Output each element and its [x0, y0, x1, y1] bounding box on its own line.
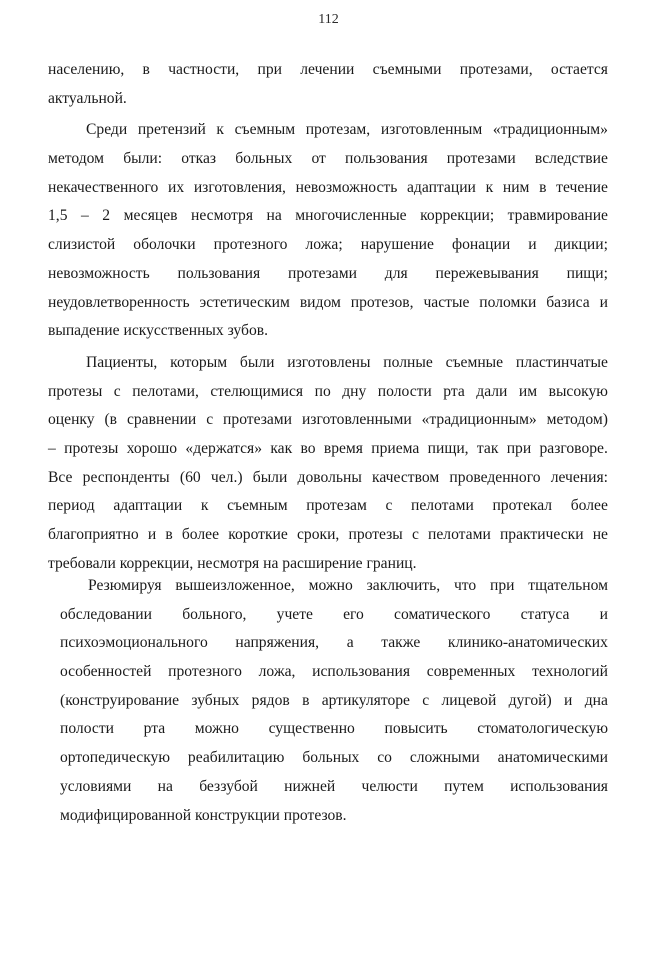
- paragraph-line: благоприятно и в более короткие сроки, протезы с пелотами практически не: [48, 526, 608, 543]
- paragraph-line: обследовании больного, учете его соматического статуса и: [60, 605, 608, 623]
- paragraph-line: – протезы хорошо «держатся» как во время приема пищи, так при разговоре.: [48, 439, 608, 457]
- paragraph-line: модифицированной конструкции протезов.: [60, 806, 347, 824]
- paragraph-line: слизистой оболочки протезного ложа; нарушение фонации и дикции;: [48, 236, 608, 254]
- paragraph-line: требовали коррекции, несмотря на расширение границ.: [48, 554, 417, 572]
- paragraph-line: Резюмируя вышеизложенное, можно заключить, что при тщательном: [88, 577, 608, 594]
- paragraph-line: период адаптации к съемным протезам с пелотами протекал более: [48, 497, 608, 515]
- paragraph-2: [48, 116, 608, 346]
- paragraph-line: населению, в частности, при лечении съемными протезами, остается: [48, 61, 608, 78]
- paragraph-line: невозможность пользования протезами для пережевывания пищи;: [48, 264, 608, 282]
- paragraph-1: [48, 56, 608, 113]
- paragraph-line: оценку (в сравнении с протезами изготовленными «традиционным» методом): [48, 411, 608, 429]
- paragraph-4: [60, 572, 608, 830]
- paragraph-line: Пациенты, которым были изготовлены полные съемные пластинчатые: [86, 353, 608, 371]
- paragraph-line: Все респонденты (60 чел.) были довольны качеством проведенного лечения:: [48, 468, 608, 486]
- text-block-bottom: [60, 572, 608, 830]
- paragraph-line: неудовлетворенность эстетическим видом протезов, частые поломки базиса и: [48, 293, 608, 311]
- paragraph-line: полости рта можно существенно повысить стоматологическую: [60, 720, 608, 738]
- paragraph-line: некачественного их изготовления, невозможность адаптации к ним в течение: [48, 178, 608, 196]
- paragraph-line: методом были: отказ больных от пользования протезами вследствие: [48, 150, 608, 168]
- paragraph-line: (конструирование зубных рядов в артикуляторе с лицевой дугой) и дна: [60, 691, 608, 709]
- paragraph-line: условиями на беззубой нижней челюсти путем использования: [60, 777, 608, 795]
- paragraph-line: особенностей протезного ложа, использования современных технологий: [60, 663, 608, 681]
- paragraph-line: Среди претензий к съемным протезам, изготовленным «традиционным»: [86, 121, 608, 139]
- paragraph-line: 1,5 – 2 месяцев несмотря на многочисленные коррекции; травмирование: [48, 207, 608, 225]
- text-block-top: [48, 56, 608, 578]
- page-number: 112: [318, 12, 339, 27]
- paragraph-line: психоэмоционального напряжения, а также клинико-анатомических: [60, 634, 608, 652]
- paragraph-line: выпадение искусственных зубов.: [48, 322, 269, 340]
- paragraph-line: протезы с пелотами, стелющимися по дну полости рта дали им высокую: [48, 382, 608, 400]
- paragraph-line: актуальной.: [48, 89, 127, 107]
- paragraph-3: [48, 349, 608, 579]
- paragraph-line: ортопедическую реабилитацию больных со сложными анатомическими: [60, 749, 608, 767]
